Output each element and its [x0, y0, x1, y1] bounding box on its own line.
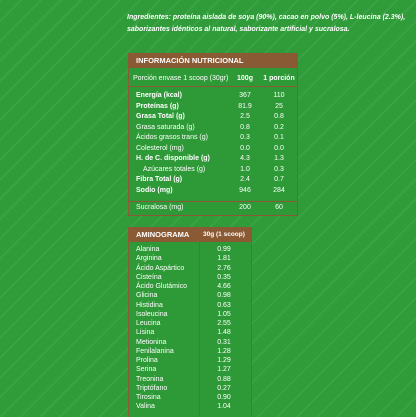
nutrient-value-100g: 4.3 [240, 155, 250, 162]
nutrition-title: INFORMACIÓN NUTRICIONAL [129, 54, 297, 68]
amino-acid-name: Fenilalanina [136, 347, 174, 355]
amino-acid-name: Triptófano [136, 384, 168, 392]
aminogram-column-divider [199, 242, 200, 417]
nutrient-value-100g: 81.9 [238, 102, 252, 110]
amino-acid-name: Isoleucina [136, 310, 168, 318]
amino-acid-name: Ácido Glutámico [136, 283, 187, 290]
amino-acid-name: Glicina [136, 292, 158, 300]
amino-acid-value: 0.27 [217, 384, 231, 392]
amino-acid-name: Leucina [136, 320, 161, 327]
nutrient-label: Grasa saturada (g) [136, 123, 195, 131]
nutrient-label: Colesterol (mg) [136, 144, 184, 152]
amino-acid-name: Lisina [136, 329, 155, 337]
amino-acid-name: Prolina [136, 357, 158, 364]
sucralose-label: Sucralosa (mg) [136, 204, 184, 211]
amino-acid-value: 0.35 [217, 273, 231, 281]
amino-acid-value: 0.88 [217, 375, 231, 383]
nutrition-facts-table [128, 53, 298, 216]
nutrient-value-portion: 0.2 [274, 123, 284, 131]
aminogram-table [128, 227, 252, 417]
nutrient-value-portion: 0.8 [274, 113, 284, 120]
nutrient-value-portion: 284 [273, 186, 285, 194]
ingredients-text: Ingredientes: proteína aislada de soya (90%), cacao en polvo (5%), L-leucina (2.3%), saborizantes idénticos al natural, saborizante artificial y sucralosa. [127, 14, 406, 33]
sucralose-value-portion: 60 [275, 204, 283, 211]
nutrient-value-portion: 0.3 [274, 165, 284, 173]
nutrient-value-100g: 0.0 [240, 144, 250, 152]
amino-acid-value: 1.48 [217, 329, 231, 337]
amino-acid-value: 2.55 [217, 320, 231, 327]
nutrient-value-100g: 2.4 [240, 176, 250, 183]
nutrient-label: Proteínas (g) [136, 102, 179, 110]
nutrient-value-100g: 0.3 [240, 134, 250, 141]
amino-acid-value: 4.66 [217, 283, 231, 290]
amino-acid-name: Ácido Aspártico [136, 264, 185, 272]
amino-acid-value: 1.27 [217, 366, 231, 374]
amino-acid-name: Cisteína [136, 273, 162, 281]
nutrient-label: Energía (kcal) [136, 92, 182, 99]
column-header-100g: 100g [237, 75, 253, 82]
nutrient-label: Fibra Total (g) [136, 176, 183, 183]
nutrient-value-100g: 2.5 [240, 113, 250, 120]
amino-acid-value: 0.99 [217, 246, 231, 253]
nutrient-value-100g: 0.8 [240, 123, 250, 131]
amino-acid-value: 0.98 [217, 292, 231, 300]
nutrient-value-portion: 0.7 [274, 176, 284, 183]
amino-acid-name: Arginina [136, 255, 162, 263]
amino-acid-name: Metionina [136, 338, 167, 346]
amino-acid-name: Alanina [136, 246, 160, 253]
amino-acid-name: Tirosina [136, 394, 161, 401]
nutrient-label: Sodio (mg) [136, 186, 173, 194]
amino-acid-value: 1.29 [217, 357, 231, 364]
nutrient-value-portion: 0.1 [274, 134, 284, 141]
amino-acid-name: Serina [136, 366, 157, 374]
nutrient-label: Ácidos grasos trans (g) [136, 134, 208, 141]
aminogram-header [129, 228, 251, 242]
nutrient-label: Azúcares totales (g) [143, 165, 206, 173]
nutrient-label: Grasa Total (g) [136, 113, 185, 120]
amino-acid-name: Valina [136, 403, 155, 411]
nutrient-value-100g: 946 [239, 186, 251, 194]
amino-acid-value: 1.28 [217, 347, 231, 355]
column-header-portion: 1 porción [263, 75, 295, 82]
serving-size-label: Porción envase 1 scoop (30gr) [133, 75, 229, 82]
amino-acid-value: 0.90 [217, 394, 231, 401]
header-divider [129, 86, 297, 87]
sucralose-value-100g: 200 [239, 204, 251, 211]
amino-acid-value: 0.31 [217, 338, 231, 346]
nutrient-value-portion: 110 [273, 92, 285, 99]
nutrient-value-portion: 1.3 [274, 155, 284, 162]
amino-acid-name: Histidina [136, 301, 163, 309]
aminogram-title: AMINOGRAMA [136, 230, 190, 239]
nutrient-label: H. de C. disponible (g) [136, 155, 210, 162]
amino-acid-value: 1.04 [217, 403, 231, 411]
nutrient-value-portion: 25 [275, 102, 283, 110]
amino-acid-value: 1.81 [217, 255, 231, 263]
aminogram-column-header: 30g (1 scoop) [203, 231, 245, 238]
nutrient-value-100g: 367 [239, 92, 251, 99]
amino-acid-value: 0.63 [217, 301, 231, 309]
nutrient-value-100g: 1.0 [240, 165, 250, 173]
amino-acid-name: Treonina [136, 375, 164, 383]
nutrient-value-portion: 0.0 [274, 144, 284, 152]
footer-divider [129, 201, 297, 202]
amino-acid-value: 2.76 [217, 264, 231, 272]
amino-acid-value: 1.05 [217, 310, 231, 318]
